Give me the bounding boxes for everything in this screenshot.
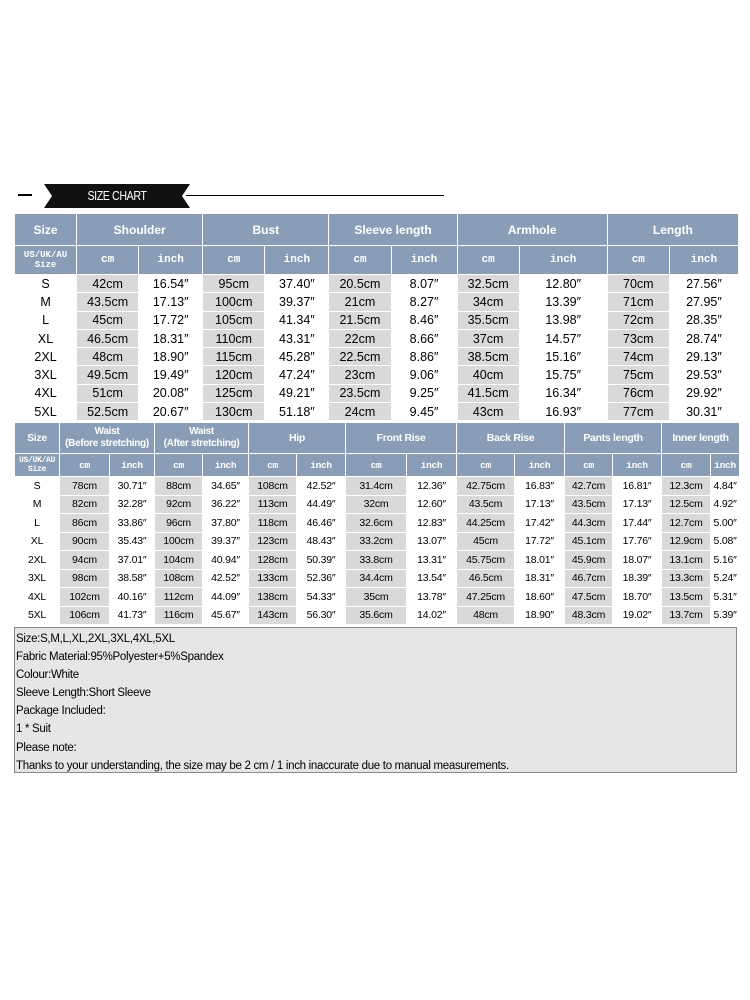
inch-value-cell: 34.65″ xyxy=(203,477,249,496)
region-size-header xyxy=(15,246,77,275)
table-row xyxy=(15,329,739,347)
inch-value-cell: 33.86″ xyxy=(110,514,155,533)
cm-value-cell: 112cm xyxy=(155,588,203,607)
cm-value-cell: 110cm xyxy=(203,329,265,347)
unit-inch-header: inch xyxy=(139,246,203,275)
cm-value-cell: 104cm xyxy=(155,551,203,570)
inch-value-cell: 12.83″ xyxy=(407,514,457,533)
size-cell: 4XL xyxy=(15,588,60,607)
sleeve-length-header: Sleeve length xyxy=(329,214,457,246)
cm-value-cell: 133cm xyxy=(249,569,297,588)
cm-value-cell: 21cm xyxy=(329,293,391,311)
inch-value-cell: 20.67″ xyxy=(139,403,203,421)
note-line: 1 * Suit xyxy=(16,723,51,736)
cm-value-cell: 34cm xyxy=(457,293,519,311)
cm-value-cell: 23.5cm xyxy=(329,384,391,402)
size-cell: M xyxy=(15,495,60,514)
cm-value-cell: 13.1cm xyxy=(662,551,711,570)
back-rise-header: Back Rise xyxy=(457,423,565,454)
unit-inch-header: inch xyxy=(613,454,662,477)
cm-value-cell: 43cm xyxy=(457,403,519,421)
cm-value-cell: 76cm xyxy=(607,384,669,402)
cm-value-cell: 23cm xyxy=(329,366,391,384)
inch-value-cell: 5.08″ xyxy=(711,532,740,551)
cm-value-cell: 20.5cm xyxy=(329,275,391,293)
inch-value-cell: 13.07″ xyxy=(407,532,457,551)
cm-value-cell: 21.5cm xyxy=(329,311,391,329)
size-cell: XL xyxy=(15,532,60,551)
size-cell: S xyxy=(15,477,60,496)
cm-value-cell: 22.5cm xyxy=(329,348,391,366)
inch-value-cell: 13.98″ xyxy=(519,311,607,329)
inch-value-cell: 16.54″ xyxy=(139,275,203,293)
table-row xyxy=(15,293,739,311)
inch-value-cell: 29.13″ xyxy=(669,348,738,366)
top-size-table xyxy=(14,213,739,421)
note-line: Size:S,M,L,XL,2XL,3XL,4XL,5XL xyxy=(16,633,175,645)
cm-value-cell: 44.3cm xyxy=(565,514,613,533)
size-cell: M xyxy=(15,293,77,311)
cm-value-cell: 125cm xyxy=(203,384,265,402)
waist-label: Waist xyxy=(189,426,214,437)
inch-value-cell: 16.83″ xyxy=(515,477,565,496)
inch-value-cell: 8.07″ xyxy=(391,275,457,293)
unit-cm-header: cm xyxy=(329,246,391,275)
table-row xyxy=(15,311,739,329)
cm-value-cell: 82cm xyxy=(60,495,110,514)
cm-value-cell: 120cm xyxy=(203,366,265,384)
size-cell: 3XL xyxy=(15,366,77,384)
cm-value-cell: 46.7cm xyxy=(565,569,613,588)
inch-value-cell: 13.31″ xyxy=(407,551,457,570)
cm-value-cell: 45.1cm xyxy=(565,532,613,551)
cm-value-cell: 37cm xyxy=(457,329,519,347)
inch-value-cell: 13.39″ xyxy=(519,293,607,311)
inch-value-cell: 8.27″ xyxy=(391,293,457,311)
unit-cm-header: cm xyxy=(203,246,265,275)
inch-value-cell: 27.56″ xyxy=(669,275,738,293)
cm-value-cell: 90cm xyxy=(60,532,110,551)
inch-value-cell: 16.81″ xyxy=(613,477,662,496)
inch-value-cell: 17.44″ xyxy=(613,514,662,533)
cm-value-cell: 32.5cm xyxy=(457,275,519,293)
cm-value-cell: 73cm xyxy=(607,329,669,347)
size-chart-tag xyxy=(44,184,190,208)
bottom-size-table xyxy=(14,422,740,625)
size-column-header: Size xyxy=(15,214,77,246)
inch-value-cell: 5.24″ xyxy=(711,569,740,588)
cm-value-cell: 44.25cm xyxy=(457,514,515,533)
size-cell: S xyxy=(15,275,77,293)
unit-inch-header: inch xyxy=(515,454,565,477)
size-cell: 2XL xyxy=(15,348,77,366)
cm-value-cell: 70cm xyxy=(607,275,669,293)
cm-value-cell: 78cm xyxy=(60,477,110,496)
cm-value-cell: 24cm xyxy=(329,403,391,421)
inch-value-cell: 29.53″ xyxy=(669,366,738,384)
table-row xyxy=(15,366,739,384)
inch-value-cell: 18.07″ xyxy=(613,551,662,570)
unit-inch-header: inch xyxy=(519,246,607,275)
unit-cm-header: cm xyxy=(346,454,407,477)
cm-value-cell: 115cm xyxy=(203,348,265,366)
cm-value-cell: 35.6cm xyxy=(346,606,407,625)
inch-value-cell: 5.31″ xyxy=(711,588,740,607)
inch-value-cell: 37.01″ xyxy=(110,551,155,570)
size-chart-banner xyxy=(14,180,434,212)
cm-value-cell: 100cm xyxy=(203,293,265,311)
inch-value-cell: 18.60″ xyxy=(515,588,565,607)
inch-value-cell: 39.37″ xyxy=(265,293,329,311)
cm-value-cell: 48cm xyxy=(77,348,139,366)
cm-value-cell: 48cm xyxy=(457,606,515,625)
cm-value-cell: 13.7cm xyxy=(662,606,711,625)
cm-value-cell: 49.5cm xyxy=(77,366,139,384)
size-cell: XL xyxy=(15,329,77,347)
cm-value-cell: 72cm xyxy=(607,311,669,329)
inch-value-cell: 30.71″ xyxy=(110,477,155,496)
cm-value-cell: 32.6cm xyxy=(346,514,407,533)
inch-value-cell: 18.31″ xyxy=(139,329,203,347)
unit-inch-header: inch xyxy=(203,454,249,477)
cm-value-cell: 45.9cm xyxy=(565,551,613,570)
cm-value-cell: 118cm xyxy=(249,514,297,533)
unit-inch-header: inch xyxy=(265,246,329,275)
inch-value-cell: 17.76″ xyxy=(613,532,662,551)
cm-value-cell: 43.5cm xyxy=(457,495,515,514)
waist-after-stretching-header xyxy=(155,423,249,454)
cm-value-cell: 138cm xyxy=(249,588,297,607)
unit-cm-header: cm xyxy=(662,454,711,477)
note-line: Fabric Material:95%Polyester+5%Spandex xyxy=(16,651,224,664)
cm-value-cell: 12.5cm xyxy=(662,495,711,514)
size-cell: 2XL xyxy=(15,551,60,570)
cm-value-cell: 105cm xyxy=(203,311,265,329)
cm-value-cell: 51cm xyxy=(77,384,139,402)
inch-value-cell: 9.45″ xyxy=(391,403,457,421)
cm-value-cell: 71cm xyxy=(607,293,669,311)
cm-value-cell: 45.75cm xyxy=(457,551,515,570)
region-size-header xyxy=(15,454,60,477)
cm-value-cell: 100cm xyxy=(155,532,203,551)
inch-value-cell: 14.57″ xyxy=(519,329,607,347)
inch-value-cell: 9.06″ xyxy=(391,366,457,384)
unit-cm-header: cm xyxy=(60,454,110,477)
top-table-unit-header-row xyxy=(15,246,739,275)
table-row xyxy=(15,551,740,570)
cm-value-cell: 130cm xyxy=(203,403,265,421)
inch-value-cell: 44.09″ xyxy=(203,588,249,607)
unit-inch-header: inch xyxy=(110,454,155,477)
region-size-label: Size xyxy=(34,260,57,270)
waist-label: Waist xyxy=(94,426,120,437)
inch-value-cell: 30.31″ xyxy=(669,403,738,421)
table-row xyxy=(15,532,740,551)
product-notes xyxy=(14,627,737,773)
top-table-group-header-row xyxy=(15,214,739,246)
unit-cm-header: cm xyxy=(457,246,519,275)
inch-value-cell: 18.90″ xyxy=(515,606,565,625)
cm-value-cell: 35.5cm xyxy=(457,311,519,329)
cm-value-cell: 108cm xyxy=(155,569,203,588)
inch-value-cell: 13.78″ xyxy=(407,588,457,607)
table-row xyxy=(15,606,740,625)
inch-value-cell: 28.74″ xyxy=(669,329,738,347)
inch-value-cell: 17.13″ xyxy=(613,495,662,514)
cm-value-cell: 98cm xyxy=(60,569,110,588)
inch-value-cell: 18.90″ xyxy=(139,348,203,366)
inch-value-cell: 38.58″ xyxy=(110,569,155,588)
size-cell: L xyxy=(15,311,77,329)
shoulder-header: Shoulder xyxy=(77,214,203,246)
cm-value-cell: 102cm xyxy=(60,588,110,607)
cm-value-cell: 94cm xyxy=(60,551,110,570)
inch-value-cell: 19.49″ xyxy=(139,366,203,384)
inch-value-cell: 39.37″ xyxy=(203,532,249,551)
inch-value-cell: 9.25″ xyxy=(391,384,457,402)
cm-value-cell: 31.4cm xyxy=(346,477,407,496)
unit-inch-header: inch xyxy=(391,246,457,275)
length-header: Length xyxy=(607,214,738,246)
inch-value-cell: 42.52″ xyxy=(203,569,249,588)
cm-value-cell: 92cm xyxy=(155,495,203,514)
cm-value-cell: 128cm xyxy=(249,551,297,570)
cm-value-cell: 12.3cm xyxy=(662,477,711,496)
cm-value-cell: 116cm xyxy=(155,606,203,625)
inch-value-cell: 17.72″ xyxy=(139,311,203,329)
size-cell: L xyxy=(15,514,60,533)
cm-value-cell: 12.7cm xyxy=(662,514,711,533)
inch-value-cell: 4.92″ xyxy=(711,495,740,514)
cm-value-cell: 43.5cm xyxy=(565,495,613,514)
inch-value-cell: 37.40″ xyxy=(265,275,329,293)
cm-value-cell: 22cm xyxy=(329,329,391,347)
size-cell: 3XL xyxy=(15,569,60,588)
region-size-label: Size xyxy=(27,465,46,474)
inch-value-cell: 45.67″ xyxy=(203,606,249,625)
cm-value-cell: 33.2cm xyxy=(346,532,407,551)
bottom-table-unit-header-row xyxy=(15,454,740,477)
unit-cm-header: cm xyxy=(77,246,139,275)
region-label: US/UK/AU xyxy=(23,250,68,260)
inch-value-cell: 44.49″ xyxy=(297,495,346,514)
inch-value-cell: 40.94″ xyxy=(203,551,249,570)
size-column-header: Size xyxy=(15,423,60,454)
cm-value-cell: 143cm xyxy=(249,606,297,625)
inch-value-cell: 37.80″ xyxy=(203,514,249,533)
inch-value-cell: 17.13″ xyxy=(139,293,203,311)
table-row xyxy=(15,348,739,366)
inch-value-cell: 12.60″ xyxy=(407,495,457,514)
bottom-table-body xyxy=(15,477,740,625)
size-chart-title: SIZE CHART xyxy=(87,188,147,203)
cm-value-cell: 48.3cm xyxy=(565,606,613,625)
cm-value-cell: 13.3cm xyxy=(662,569,711,588)
inch-value-cell: 41.34″ xyxy=(265,311,329,329)
unit-cm-header: cm xyxy=(155,454,203,477)
inch-value-cell: 43.31″ xyxy=(265,329,329,347)
unit-inch-header: inch xyxy=(711,454,740,477)
inch-value-cell: 20.08″ xyxy=(139,384,203,402)
inch-value-cell: 13.54″ xyxy=(407,569,457,588)
cm-value-cell: 123cm xyxy=(249,532,297,551)
armhole-header: Armhole xyxy=(457,214,607,246)
pants-length-header: Pants length xyxy=(565,423,662,454)
top-table-body xyxy=(15,275,739,421)
inch-value-cell: 5.39″ xyxy=(711,606,740,625)
cm-value-cell: 12.9cm xyxy=(662,532,711,551)
inner-length-header: Inner length xyxy=(662,423,740,454)
cm-value-cell: 46.5cm xyxy=(77,329,139,347)
inch-value-cell: 15.16″ xyxy=(519,348,607,366)
region-label: US/UK/AU xyxy=(18,456,55,465)
cm-value-cell: 43.5cm xyxy=(77,293,139,311)
inch-value-cell: 18.70″ xyxy=(613,588,662,607)
inch-value-cell: 8.86″ xyxy=(391,348,457,366)
note-line: Please note: xyxy=(16,741,77,754)
cm-value-cell: 45cm xyxy=(77,311,139,329)
inch-value-cell: 18.39″ xyxy=(613,569,662,588)
note-line: Thanks to your understanding, the size may be 2 cm / 1 inch inaccurate due to manual measurements. xyxy=(16,759,509,772)
size-cell: 4XL xyxy=(15,384,77,402)
inch-value-cell: 12.36″ xyxy=(407,477,457,496)
unit-cm-header: cm xyxy=(607,246,669,275)
inch-value-cell: 5.00″ xyxy=(711,514,740,533)
inch-value-cell: 8.46″ xyxy=(391,311,457,329)
bottom-table-group-header-row xyxy=(15,423,740,454)
cm-value-cell: 95cm xyxy=(203,275,265,293)
note-line: Colour:White xyxy=(16,669,79,682)
cm-value-cell: 52.5cm xyxy=(77,403,139,421)
inch-value-cell: 17.42″ xyxy=(515,514,565,533)
size-cell: 5XL xyxy=(15,606,60,625)
cm-value-cell: 86cm xyxy=(60,514,110,533)
cm-value-cell: 33.8cm xyxy=(346,551,407,570)
cm-value-cell: 113cm xyxy=(249,495,297,514)
inch-value-cell: 41.73″ xyxy=(110,606,155,625)
inch-value-cell: 42.52″ xyxy=(297,477,346,496)
cm-value-cell: 40cm xyxy=(457,366,519,384)
inch-value-cell: 14.02″ xyxy=(407,606,457,625)
inch-value-cell: 46.46″ xyxy=(297,514,346,533)
table-row xyxy=(15,569,740,588)
table-row xyxy=(15,495,740,514)
inch-value-cell: 27.95″ xyxy=(669,293,738,311)
inch-value-cell: 12.80″ xyxy=(519,275,607,293)
inch-value-cell: 32.28″ xyxy=(110,495,155,514)
cm-value-cell: 45cm xyxy=(457,532,515,551)
cm-value-cell: 42.7cm xyxy=(565,477,613,496)
front-rise-header: Front Rise xyxy=(346,423,457,454)
size-cell: 5XL xyxy=(15,403,77,421)
after-stretching-label: (After stretching) xyxy=(163,438,240,449)
table-row xyxy=(15,384,739,402)
cm-value-cell: 41.5cm xyxy=(457,384,519,402)
inch-value-cell: 54.33″ xyxy=(297,588,346,607)
table-row xyxy=(15,275,739,293)
inch-value-cell: 47.24″ xyxy=(265,366,329,384)
cm-value-cell: 13.5cm xyxy=(662,588,711,607)
cm-value-cell: 32cm xyxy=(346,495,407,514)
cm-value-cell: 106cm xyxy=(60,606,110,625)
inch-value-cell: 51.18″ xyxy=(265,403,329,421)
cm-value-cell: 47.25cm xyxy=(457,588,515,607)
inch-value-cell: 49.21″ xyxy=(265,384,329,402)
cm-value-cell: 35cm xyxy=(346,588,407,607)
inch-value-cell: 15.75″ xyxy=(519,366,607,384)
cm-value-cell: 108cm xyxy=(249,477,297,496)
note-line: Sleeve Length:Short Sleeve xyxy=(16,687,151,700)
unit-cm-header: cm xyxy=(565,454,613,477)
inch-value-cell: 50.39″ xyxy=(297,551,346,570)
table-row xyxy=(15,514,740,533)
cm-value-cell: 42cm xyxy=(77,275,139,293)
before-stretching-label: (Before stretching) xyxy=(65,438,149,449)
cm-value-cell: 88cm xyxy=(155,477,203,496)
inch-value-cell: 52.36″ xyxy=(297,569,346,588)
inch-value-cell: 45.28″ xyxy=(265,348,329,366)
table-row xyxy=(15,477,740,496)
cm-value-cell: 74cm xyxy=(607,348,669,366)
cm-value-cell: 77cm xyxy=(607,403,669,421)
unit-cm-header: cm xyxy=(249,454,297,477)
banner-left-dash xyxy=(18,194,32,196)
inch-value-cell: 17.72″ xyxy=(515,532,565,551)
inch-value-cell: 8.66″ xyxy=(391,329,457,347)
cm-value-cell: 96cm xyxy=(155,514,203,533)
inch-value-cell: 17.13″ xyxy=(515,495,565,514)
table-row xyxy=(15,403,739,421)
cm-value-cell: 38.5cm xyxy=(457,348,519,366)
unit-cm-header: cm xyxy=(457,454,515,477)
inch-value-cell: 5.16″ xyxy=(711,551,740,570)
inch-value-cell: 40.16″ xyxy=(110,588,155,607)
bust-header: Bust xyxy=(203,214,329,246)
unit-inch-header: inch xyxy=(669,246,738,275)
note-line: Package Included: xyxy=(16,705,106,718)
inch-value-cell: 18.31″ xyxy=(515,569,565,588)
waist-before-stretching-header xyxy=(60,423,155,454)
table-row xyxy=(15,588,740,607)
cm-value-cell: 34.4cm xyxy=(346,569,407,588)
inch-value-cell: 18.01″ xyxy=(515,551,565,570)
inch-value-cell: 36.22″ xyxy=(203,495,249,514)
inch-value-cell: 56.30″ xyxy=(297,606,346,625)
cm-value-cell: 46.5cm xyxy=(457,569,515,588)
inch-value-cell: 29.92″ xyxy=(669,384,738,402)
inch-value-cell: 4.84″ xyxy=(711,477,740,496)
inch-value-cell: 28.35″ xyxy=(669,311,738,329)
inch-value-cell: 16.34″ xyxy=(519,384,607,402)
cm-value-cell: 47.5cm xyxy=(565,588,613,607)
inch-value-cell: 16.93″ xyxy=(519,403,607,421)
cm-value-cell: 75cm xyxy=(607,366,669,384)
cm-value-cell: 42.75cm xyxy=(457,477,515,496)
unit-inch-header: inch xyxy=(407,454,457,477)
unit-inch-header: inch xyxy=(297,454,346,477)
inch-value-cell: 35.43″ xyxy=(110,532,155,551)
inch-value-cell: 48.43″ xyxy=(297,532,346,551)
banner-rule xyxy=(186,195,444,196)
inch-value-cell: 19.02″ xyxy=(613,606,662,625)
hip-header: Hip xyxy=(249,423,346,454)
